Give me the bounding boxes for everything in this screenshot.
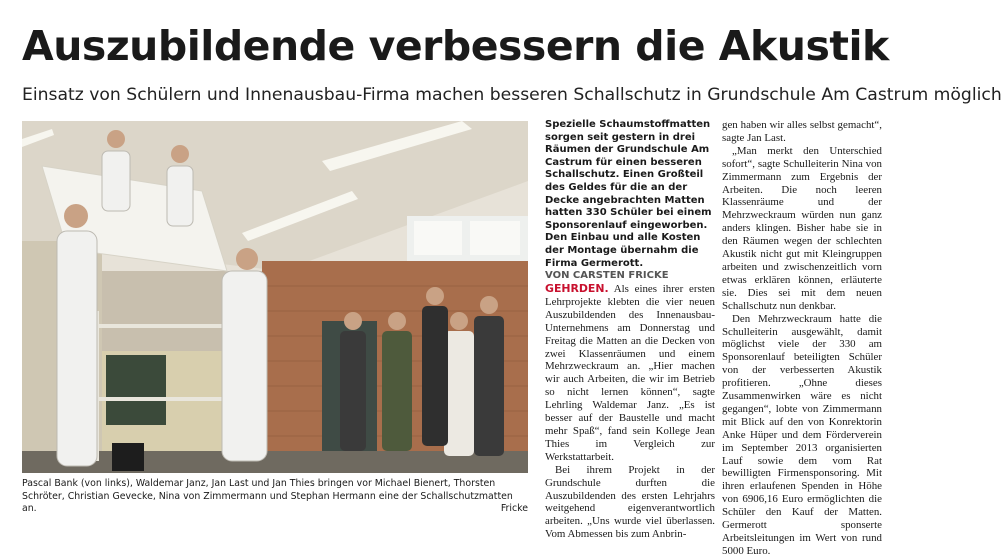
photo-caption-text: Pascal Bank (von links), Waldemar Janz, Jan Last und Jan Thies bringen vor Michael Bienert, Thorsten Schröter, Christian Gevecke, Nina von Zimmermann und Stephan Hermann eine der Schallschutzmatten an. [22, 478, 513, 514]
article-subheadline: Einsatz von Schülern und Innenausbau-Firma machen besseren Schallschutz in Grundschule Am Castrum möglich [22, 85, 1002, 105]
article-paragraph-1 [545, 283, 715, 464]
classroom-photo-illustration [22, 121, 528, 473]
article-photo [22, 121, 528, 473]
article-paragraph-1-text: Als eines ihrer ersten Lehrprojekte klebten die vier neuen Auszubildenden des Innenausbau-Unternehmens am Donnerstag und Freitag die Matten an die Decken von zwei Klassenräumen und einem Mehrzweckraum an. „Hier machen wir auch Arbeiten, die wir im Betrieb so nicht lernen können“, sagte Lehrling Waldemar Janz. „Es ist besser auf der Baustelle und macht mehr Spaß“, fand sein Kollege Jean Thies im Vergleich zur Werkstattarbeit. [545, 283, 715, 463]
article-column-2 [545, 119, 715, 541]
article-teaser: Spezielle Schaumstoffmatten sorgen seit gestern in drei Räumen der Grundschule Am Castrum für einen besseren Schallschutz. Einen Großteil des Geldes für die an der Decke angebrachten Matten hatten 330 Schüler bei einem Sponsorenlauf eingeworben. Den Einbau und alle Kosten der Montage übernahm die Firma Germerott. [545, 119, 712, 269]
article-paragraph-5: Den Mehrzweckraum hatte die Schulleiterin ausgewählt, damit möglichst viele der 330 am Sponsorenlauf beteiligten Schüler von der verbesserten Akustik profitieren. „Ohne dieses Zusammenwirken wäre es nicht gegangen“, lobte von Zimmermann mit Blick auf den von Konrektorin Anke Hüper und dem Förderverein im September 2013 organisierten Lauf sowie dem vom Rat bewilligten Firmensponsoring. Mit ihren erlaufenen Spenden in Höhe von 6906,16 Euro ermöglichten die Schüler den Kauf der Matten. Germerott sponserte Arbeitsleitungen im Wert von rund 5000 Euro. [722, 312, 882, 557]
article-column-3 [722, 119, 882, 558]
article-headline: Auszubildende verbessern die Akustik [22, 22, 889, 70]
article-paragraph-2: Bei ihrem Projekt in der Grundschule durften die Auszubildenden des ersten Lehrjahrs weitgehend eigenverantwortlich arbeiten. „Uns wurde viel überlassen. Vom Abmessen bis zum Anbrin- [545, 463, 715, 541]
article-dateline: GEHRDEN. [545, 282, 609, 296]
article-paragraph-3: gen haben wir alles selbst gemacht“, sagte Jan Last. [722, 119, 882, 144]
photo-caption [22, 478, 528, 516]
article-paragraph-4: „Man merkt den Unterschied sofort“, sagte Schulleiterin Nina von Zimmermann zum Ergebnis der Arbeiten. Die noch leeren Klassenräume und der Mehrzweckraum würden nun ganz anders klingen. Bisher habe sie in den Räumen wegen der schlechten Akustik nicht gut mit Kleingruppen arbeiten und zwischenzeitlich vorn etwas erklären können, erläuterte sie. Dies sei mit dem neuen Schallschutz nun denkbar. [722, 144, 882, 312]
photo-credit: Fricke [500, 503, 528, 514]
article-byline: VON CARSTEN FRICKE [545, 270, 669, 282]
